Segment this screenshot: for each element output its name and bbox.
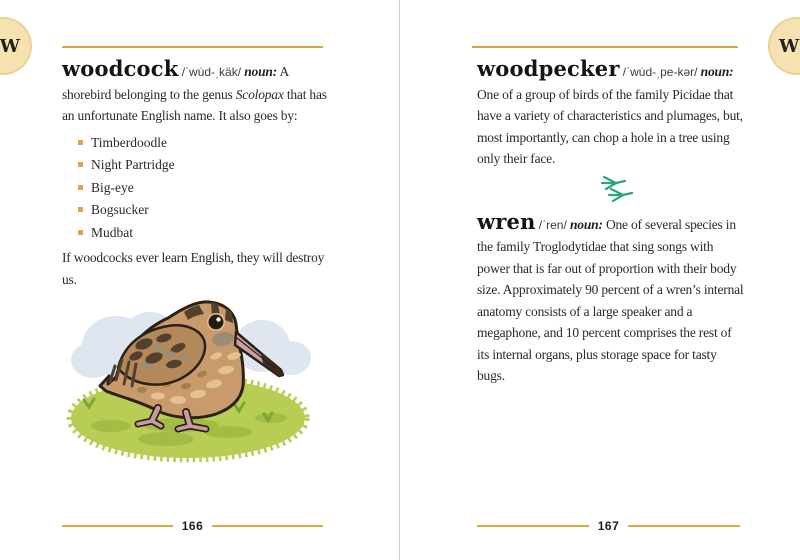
page-number-right: 167 [597,519,620,533]
headword-wren: wren [477,208,536,234]
bullet-square-icon [78,185,83,190]
alias-label: Timberdoodle [91,134,168,150]
alias-label: Mudbat [91,224,133,240]
letter-tab-right-label: W [779,35,800,57]
letter-tab-right [768,17,800,75]
page-number-left: 166 [181,519,204,533]
bullet-square-icon [78,162,83,167]
alias-item [78,135,334,150]
headword-woodcock: woodcock [62,56,179,81]
alias-item [78,225,334,240]
alias-label: Bogsucker [91,202,149,217]
bird-footprints-icon [585,174,637,204]
woodcock-lead-paragraph [62,58,334,127]
part-of-speech-woodpecker: noun: [700,64,734,79]
pronunciation-woodcock: /ˈwu̇d-ˌkäk/ [181,65,242,79]
headword-woodpecker: woodpecker [477,56,620,81]
bullet-square-icon [78,230,83,235]
right-page-content [477,58,745,387]
part-of-speech-woodcock: noun: [244,64,278,79]
letter-tab-left-label: W [0,35,20,57]
woodcock-illustration [66,296,318,468]
alias-item [78,180,334,195]
page-right [400,0,800,560]
entry-wren [477,208,745,387]
bullet-square-icon [78,207,83,212]
alias-label: Night Partridge [91,157,175,172]
genus-name: Scolopax [235,86,284,102]
part-of-speech-wren: noun: [569,216,603,232]
pronunciation-woodpecker: /ˈwu̇d-ˌpe-kər/ [622,65,698,79]
folio-rule [477,525,589,527]
alias-item [78,157,334,172]
top-rule-right [472,46,738,48]
definition-rest: that has an unfortunate English name. It also goes by: [62,86,327,123]
alias-label: Big-eye [91,179,134,195]
definition-intro: A shorebird belonging to the genus [62,64,289,102]
woodcock-closing-line: If woodcocks ever learn English, they will destroy us. [62,250,325,287]
folio-rule [62,525,173,527]
folio-rule [628,525,740,527]
letter-tab-left [0,17,32,75]
entry-woodpecker [477,58,745,170]
folio-rule [212,525,323,527]
folio-right [477,519,740,533]
top-rule-left [62,46,323,48]
bullet-square-icon [78,140,83,145]
definition-wren: One of several species in the family Troglodytidae that sing songs with power that is far out of proportion with their body size. Approximately 90 percent of a wren’s internal anatomy consists of a large speaker and a megaphone, and 10 percent comprises the rest of its internal organs, plus storage space for tasty bugs. [477,216,744,383]
definition-woodpecker: One of a group of birds of the family Picidae that have a variety of characteristics and plumages, but, most importantly, can chop a hole in a tree using only their face. [477,86,743,166]
entry-woodcock [62,58,334,290]
alias-list [62,135,334,240]
pronunciation-wren: /ˈren/ [538,217,567,232]
folio-left [62,519,323,533]
alias-item [78,202,334,217]
